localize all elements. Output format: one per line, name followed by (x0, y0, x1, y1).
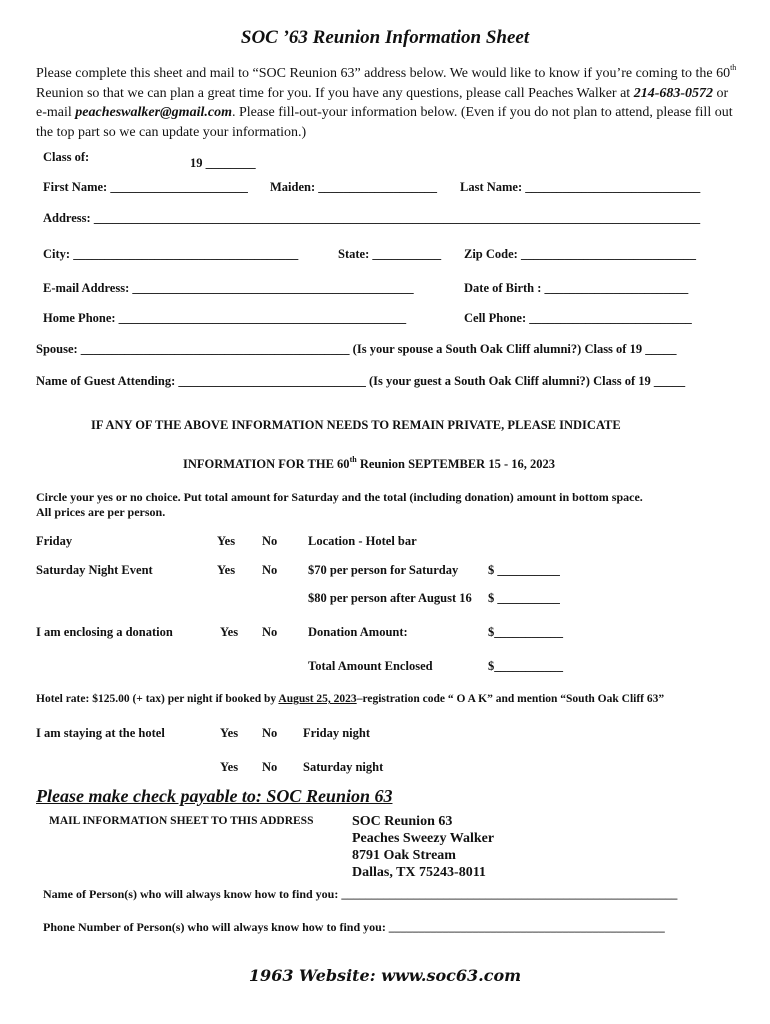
intro-text-2: Reunion so that we can plan a great time for you. If you have any questions, please call Peaches Walker at (36, 85, 634, 101)
address-line-2: Peaches Sweezy Walker (352, 831, 495, 846)
email-field[interactable]: E-mail Address: _____________________________________________ (43, 281, 414, 295)
staying-friday-night: Friday night (303, 726, 371, 740)
dob-field[interactable]: Date of Birth : _______________________ (464, 281, 689, 295)
page-title: SOC ’63 Reunion Information Sheet (240, 27, 530, 48)
total-amount[interactable]: $___________ (488, 659, 563, 673)
state-field[interactable]: State: ___________ (338, 247, 442, 261)
total-detail: Total Amount Enclosed (308, 659, 433, 673)
donation-amount[interactable]: $___________ (488, 625, 563, 639)
donation-detail: Donation Amount: (308, 625, 408, 639)
saturday-detail: $70 per person for Saturday (308, 563, 459, 577)
city-field[interactable]: City: ____________________________________ (43, 247, 299, 261)
donation-label: I am enclosing a donation (36, 625, 173, 639)
intro-sup: th (730, 63, 737, 73)
guest-field[interactable]: Name of Guest Attending: ______________________________ (Is your guest a South Oak Cliff alumni?) Class of 19 _____ (36, 374, 686, 388)
intro-text-3: or e-mail (36, 85, 729, 120)
intro-paragraph (36, 64, 741, 142)
intro-text-4: . Please fill-out-your information below. (Even if you do not plan to attend, please fill out the top part so we can update your information.) (36, 105, 733, 140)
staying-friday-yes[interactable]: Yes (220, 726, 239, 740)
address-line-1: SOC Reunion 63 (352, 814, 453, 829)
staying-label: I am staying at the hotel (36, 726, 165, 740)
mail-label: MAIL INFORMATION SHEET TO THIS ADDRESS (49, 815, 314, 827)
contact-name-field[interactable]: Name of Person(s) who will always know how to find you: ________________________________________________________ (43, 887, 678, 901)
saturday-label: Saturday Night Event (36, 563, 153, 577)
hotel-rate (36, 693, 664, 705)
contact-phone: 214-683-0572 (633, 85, 714, 101)
instructions-line-2: All prices are per person. (36, 505, 166, 519)
payable-heading: Please make check payable to: SOC Reunion 63 (36, 786, 393, 806)
address-line-3: 8791 Oak Stream (352, 848, 456, 863)
hotel-rate-pre: Hotel rate: $125.00 (+ tax) per night if booked by (36, 693, 279, 705)
staying-saturday-no[interactable]: No (262, 760, 278, 774)
donation-yes[interactable]: Yes (220, 625, 239, 639)
last-name-field[interactable]: Last Name: ____________________________ (460, 180, 701, 194)
friday-label: Friday (36, 534, 73, 548)
website-footer: 1963 Website: www.soc63.com (248, 966, 522, 985)
class-of-label: Class of: (43, 150, 90, 164)
info-heading (183, 454, 555, 472)
staying-saturday-yes[interactable]: Yes (220, 760, 239, 774)
first-name-field[interactable]: First Name: ______________________ (43, 180, 248, 194)
maiden-field[interactable]: Maiden: ___________________ (270, 180, 438, 194)
instructions-line-1: Circle your yes or no choice. Put total amount for Saturday and the total (including donation) amount in bottom space. (36, 490, 643, 504)
address-field[interactable]: Address: _________________________________________________________________________________________________ (43, 211, 701, 225)
friday-detail: Location - Hotel bar (308, 534, 417, 548)
zip-field[interactable]: Zip Code: ____________________________ (464, 247, 696, 261)
friday-no[interactable]: No (262, 534, 278, 548)
saturday-amount[interactable]: $ __________ (488, 563, 560, 577)
home-phone-field[interactable]: Home Phone: ______________________________________________ (43, 311, 407, 325)
contact-email[interactable]: peacheswalker@gmail.com (75, 105, 232, 120)
info-heading-pre: INFORMATION FOR THE 60 (183, 457, 350, 471)
saturday-yes[interactable]: Yes (217, 563, 236, 577)
info-heading-sup: th (349, 454, 357, 464)
class-year-field[interactable]: 19 ________ (190, 156, 256, 170)
saturday-late-amount[interactable]: $ __________ (488, 591, 560, 605)
saturday-no[interactable]: No (262, 563, 278, 577)
address-line-4: Dallas, TX 75243-8011 (352, 865, 486, 880)
staying-saturday-night: Saturday night (303, 760, 384, 774)
info-heading-post: Reunion SEPTEMBER 15 - 16, 2023 (356, 457, 555, 471)
spouse-field[interactable]: Spouse: ___________________________________________ (Is your spouse a South Oak Cliff alumni?) Class of 19 _____ (36, 342, 677, 356)
hotel-rate-post: –registration code “ O A K” and mention “South Oak Cliff 63” (356, 693, 665, 705)
cell-phone-field[interactable]: Cell Phone: __________________________ (464, 311, 692, 325)
contact-phone-field[interactable]: Phone Number of Person(s) who will always know how to find you: ______________________________________________ (43, 920, 665, 934)
hotel-deadline: August 25, 2023 (278, 693, 357, 705)
donation-no[interactable]: No (262, 625, 278, 639)
staying-friday-no[interactable]: No (262, 726, 278, 740)
private-notice: IF ANY OF THE ABOVE INFORMATION NEEDS TO REMAIN PRIVATE, PLEASE INDICATE (91, 418, 621, 432)
intro-text-1: Please complete this sheet and mail to “SOC Reunion 63” address below. We would like to know if you’re coming to the 60 (36, 66, 731, 81)
saturday-late-detail: $80 per person after August 16 (308, 591, 472, 605)
friday-yes[interactable]: Yes (217, 534, 236, 548)
mailing-address (352, 813, 494, 881)
